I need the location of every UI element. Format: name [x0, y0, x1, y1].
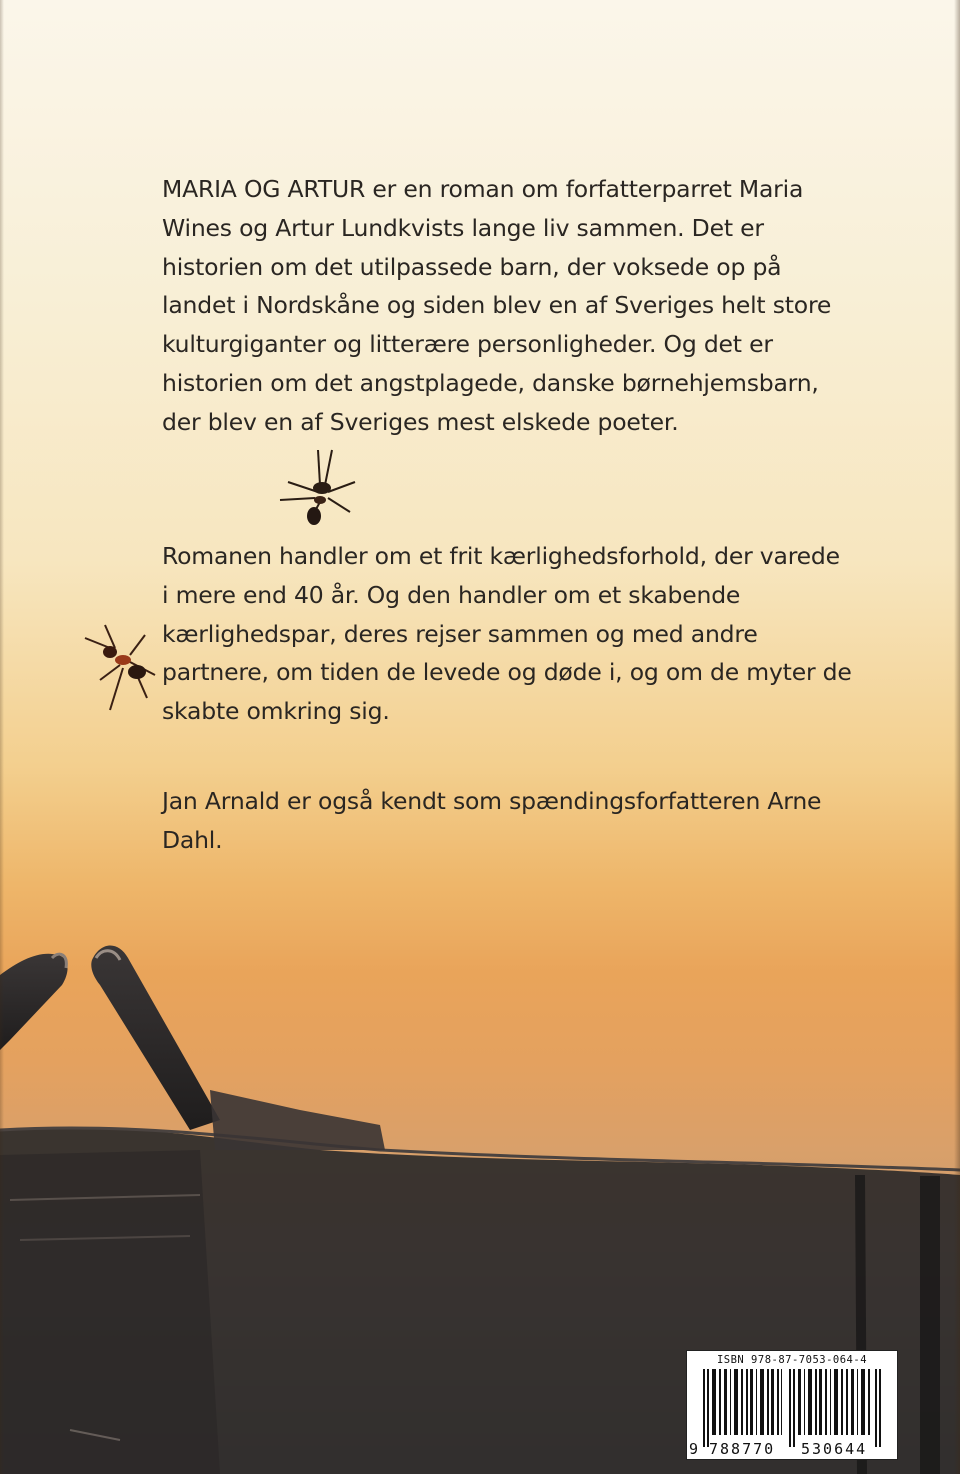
- isbn-label: ISBN 978-87-7053-064-4: [716, 1354, 868, 1366]
- blurb-paragraph: Romanen handler om et frit kærlighedsforhold, der varede i mere end 40 år. Og den handler om et skabende kærlighedspar, deres rejser sammen og med andre partnere, om tiden de levede og døde i, og om de myter de skabte omkring sig.: [162, 542, 852, 726]
- cover-edge-left: [0, 0, 4, 1474]
- author-note: Jan Arnald er også kendt som spændingsforfatteren Arne Dahl.: [162, 787, 822, 854]
- ean-left-digits: 788770: [709, 1440, 776, 1458]
- blurb-paragraph: MARIA OG ARTUR er en roman om forfatterparret Maria Wines og Artur Lundkvists lange liv sammen. Det er historien om det utilpassede barn, der voksede op på landet i Nordskåne og siden blev en af Sveriges helt store kulturgiganter og litterære personligheder. Og det er historien om det angstplagede, danske børnehjemsbarn, der blev en af Sveriges mest elskede poeter.: [162, 175, 832, 436]
- barcode-icon: [686, 1350, 898, 1460]
- ean-right-digits: 530644: [801, 1440, 868, 1458]
- ant-icon: [75, 620, 175, 715]
- ant-icon: [270, 440, 370, 540]
- barcode-bars: [697, 1369, 889, 1447]
- ean-first-digit: 9: [689, 1440, 699, 1458]
- cover-edge-right: [954, 0, 960, 1474]
